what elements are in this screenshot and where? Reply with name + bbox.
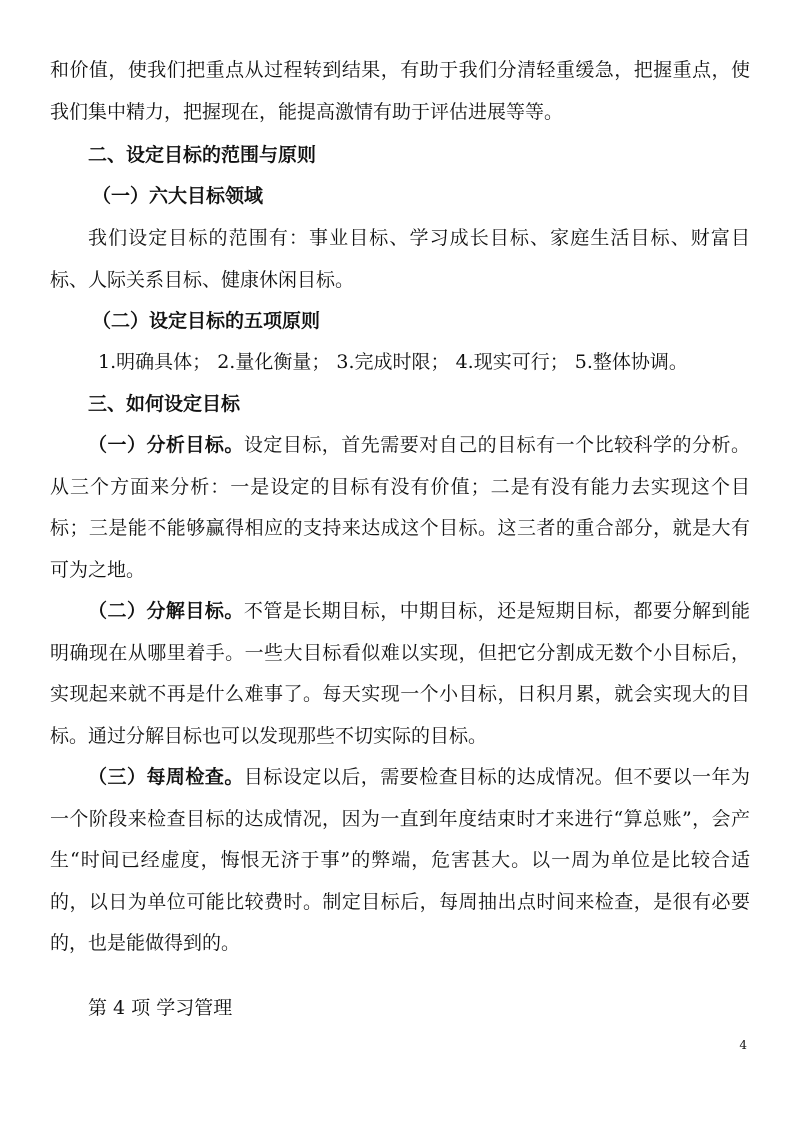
step-1-body: 设定目标，首先需要对自己的目标有一个比较科学的分析。从三个方面来分析：一是设定的目标有没有价值；二是有没有能力去实现这个目标；三是能不能够赢得相应的支持来达成这个目标。这三者的重合部分，就是大有可为之地。 — [50, 434, 750, 581]
principle-item: 5.整体协调。 — [574, 351, 688, 373]
principles-list — [98, 342, 688, 384]
subsection-1-body: 我们设定目标的范围有：事业目标、学习成长目标、家庭生活目标、财富目标、人际关系目标、健康休闲目标。 — [50, 227, 750, 291]
section-2-heading: 二、设定目标的范围与原则 — [88, 144, 317, 166]
step-2-lead: （二）分解目标。 — [88, 600, 244, 622]
step-3-body: 目标设定以后，需要检查目标的达成情况。但不要以一年为一个阶段来检查目标的达成情况，因为一直到年度结束时才来进行“算总账”，会产生“时间已经虚度，悔恨无济于事”的弊端，危害甚大。以一周为单位是比较合适的，以日为单位可能比较费时。制定目标后，每周抽出点时间来检查，是很有必要的，也是能做得到的。 — [50, 766, 750, 954]
step-2-body: 不管是长期目标，中期目标，还是短期目标，都要分解到能明确现在从哪里着手。一些大目标看似难以实现，但把它分割成无数个小目标后，实现起来就不再是什么难事了。每天实现一个小目标，日积月累，就会实现大的目标。通过分解目标也可以发现那些不切实际的目标。 — [50, 600, 750, 747]
section-4-label: 第 4 项 学习管理 — [88, 997, 233, 1019]
intro-paragraph: 和价值，使我们把重点从过程转到结果，有助于我们分清轻重缓急，把握重点，使我们集中精力，把握现在，能提高激情有助于评估进展等等。 — [50, 59, 750, 123]
subsection-2-heading: （二）设定目标的五项原则 — [92, 310, 321, 332]
step-2-paragraph — [50, 591, 750, 757]
step-1-lead: （一）分析目标。 — [88, 434, 244, 456]
step-1-paragraph — [50, 425, 750, 591]
principle-item: 1.明确具体； — [98, 351, 212, 373]
step-3-lead: （三）每周检查。 — [88, 766, 244, 788]
section-3-heading: 三、如何设定目标 — [88, 393, 241, 415]
principle-item: 2.量化衡量； — [217, 351, 331, 373]
principle-item: 4.现实可行； — [455, 351, 569, 373]
page-number: 4 — [739, 1038, 747, 1052]
subsection-1-heading: （一）六大目标领域 — [92, 185, 264, 207]
principle-item: 3.完成时限； — [336, 351, 450, 373]
step-3-paragraph — [50, 757, 750, 965]
